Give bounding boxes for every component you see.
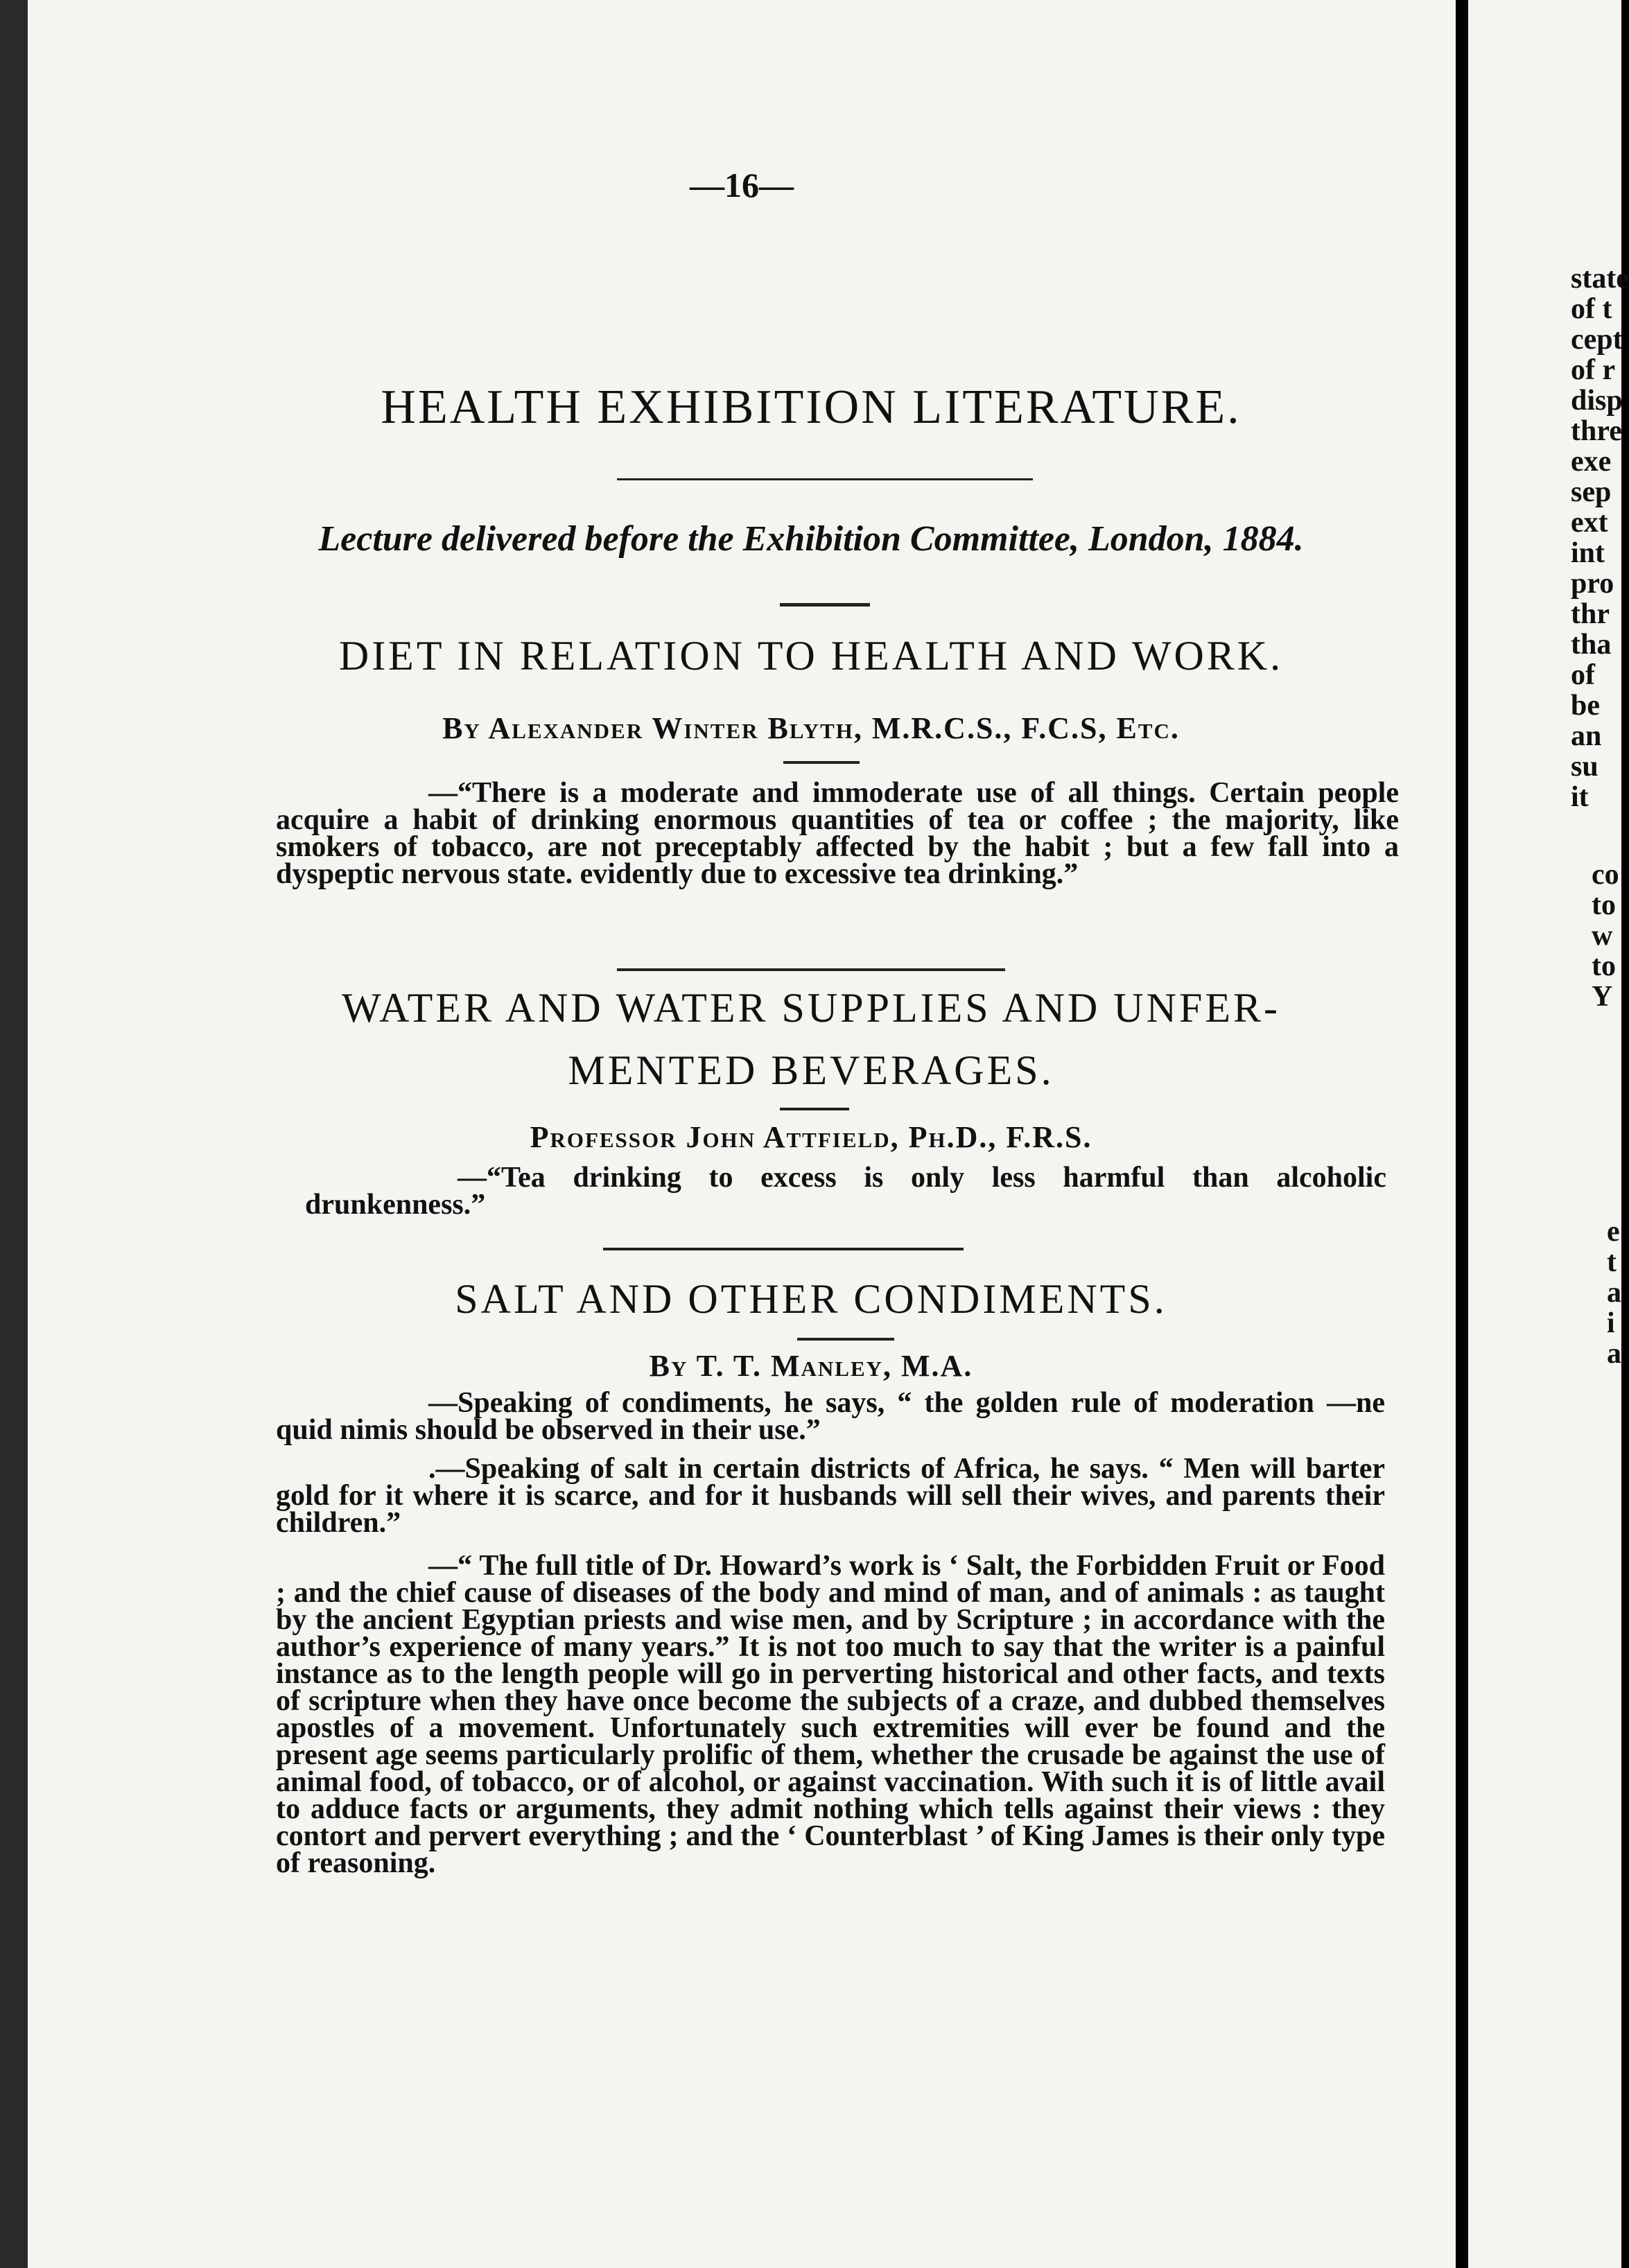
byline-blyth: By Alexander Winter Blyth, M.R.C.S., F.C.S, Etc. (442, 711, 1180, 745)
right-page-text-block: co to w to Y (1592, 859, 1619, 1013)
lecture-line: Lecture delivered before the Exhibition Committee, London, 1884. (318, 519, 1304, 559)
byline-attfield: Professor John Attfield, Ph.D., F.R.S. (530, 1120, 1092, 1154)
quote-water: —“Tea drinking to excess is only less harmful than alcoholic drunkenness.” (305, 1162, 1386, 1221)
right-page-text-block: state of t cept of r disp thre exe sep ext int pro thr tha of be an su it (1571, 263, 1629, 813)
section-title-diet: DIET IN RELATION TO HEALTH AND WORK. (338, 633, 1284, 679)
quote-diet: —“There is a moderate and immoderate use of all things. Certain people acquire a habit of drinking enormous quantities of tea or coffee ; the majority, like smokers of tobacco, are not preceptably affected by the habit ; but a few fall into a dyspeptic nervous state. evidently due to excessive tea drinking.” (276, 777, 1399, 890)
left-page (28, 0, 1456, 2268)
short-rule (780, 1108, 849, 1110)
section-rule (603, 1248, 964, 1250)
short-rule (797, 1338, 894, 1341)
paragraph-africa: .—Speaking of salt in certain districts of Africa, he says. “ Men will barter gold for it where it is scarce, and for it husbands will sell their wives, and parents their children.” (276, 1453, 1385, 1539)
short-rule (780, 603, 870, 607)
right-page-edge (1468, 0, 1629, 2268)
right-page-text-block: e t a i a (1607, 1216, 1621, 1370)
section-title-water-line1: WATER AND WATER SUPPLIES AND UNFER- (341, 985, 1280, 1031)
title-rule (617, 478, 1033, 480)
main-title: HEALTH EXHIBITION LITERATURE. (381, 381, 1242, 434)
page-number: —16— (690, 166, 794, 204)
paragraph-howard: —“ The full title of Dr. Howard’s work is ‘ Salt, the Forbidden Fruit or Food ; and the chief cause of diseases of the body and mind of man, and of animals : as taught by the ancient Egyptian priests and wise men, and by Scripture ; in accordance with the author’s experience of many years.” It is not too much to say that the writer is a painful instance as to the length people will go in perverting historical and other facts, and texts of scripture when they have once become the subjects of a craze, and dubbed themselves apostles of a movement. Unfortunately such extremities will ever be found and the present age seems particularly prolific of them, whether the crusade be against the use of animal food, of tobacco, or of alcohol, or against vaccination. With such it is of little avail to adduce facts or arguments, they admit nothing which tells against their views : they contort and pervert everything ; and the ‘ Counterblast ’ of King James is their only type of reasoning. (276, 1550, 1385, 1879)
section-title-salt: SALT AND OTHER CONDIMENTS. (455, 1276, 1167, 1322)
byline-manley: By T. T. Manley, M.A. (649, 1349, 973, 1383)
paragraph-condiments: —Speaking of condiments, he says, “ the golden rule of moderation —ne quid nimis should be observed in their use.” (276, 1387, 1385, 1446)
section-title-water-line2: MENTED BEVERAGES. (568, 1047, 1054, 1093)
book-gutter (0, 0, 28, 2268)
section-rule (617, 968, 1005, 971)
short-rule (783, 761, 860, 764)
